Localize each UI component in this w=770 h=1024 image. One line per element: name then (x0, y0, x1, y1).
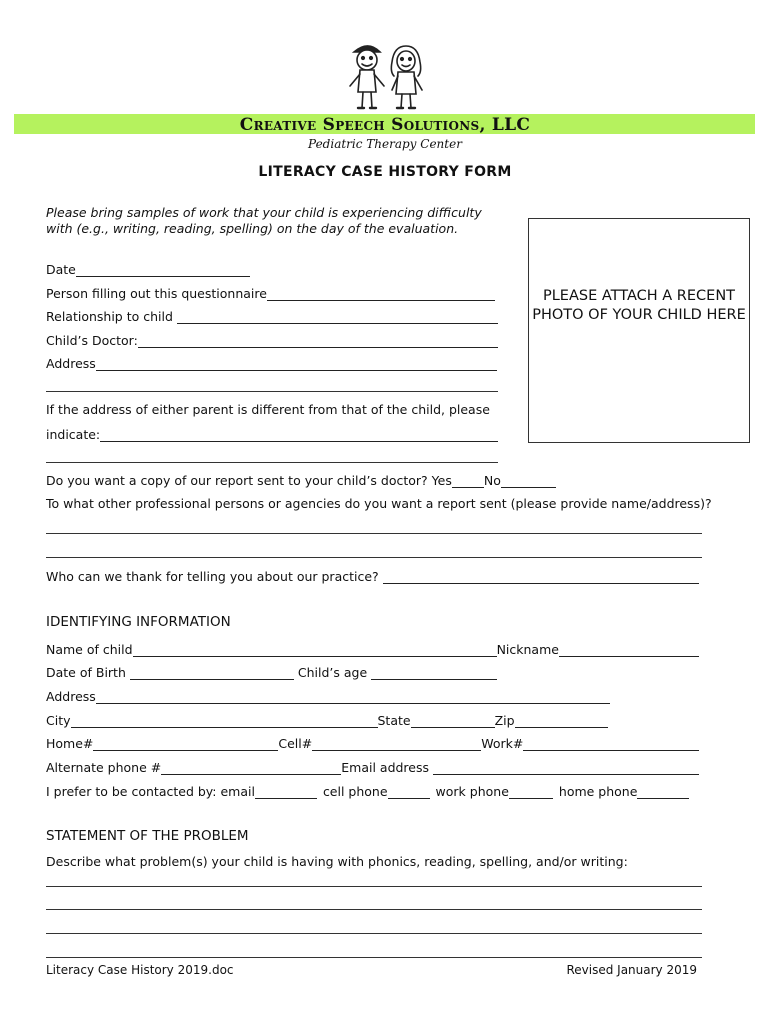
city-row (46, 710, 608, 728)
address-row (46, 353, 497, 371)
footer-filename: Literacy Case History 2019.doc (46, 963, 234, 977)
city-label: City (46, 713, 71, 728)
contact-pref-label: I prefer to be contacted by: email (46, 784, 255, 799)
parent-address-label: indicate: (46, 427, 101, 442)
contact-cell-label: cell phone (322, 784, 388, 799)
doctor-field[interactable] (138, 334, 498, 348)
address-field-line2[interactable] (46, 391, 498, 392)
copy-report-row (46, 470, 556, 488)
company-subtitle: Pediatric Therapy Center (308, 137, 462, 151)
thank-question: Who can we thank for telling you about our practice? (46, 569, 379, 584)
nickname-field[interactable] (559, 643, 699, 657)
date-field[interactable] (76, 263, 250, 277)
thank-field[interactable] (383, 570, 699, 584)
relationship-row (46, 306, 498, 324)
dob-label: Date of Birth (46, 665, 126, 680)
doctor-row (46, 330, 498, 348)
footer-revision: Revised January 2019 (566, 963, 697, 977)
zip-field[interactable] (515, 714, 608, 728)
date-label: Date (46, 262, 76, 277)
cell-phone-label: Cell# (278, 736, 313, 751)
contact-work-label: work phone (435, 784, 509, 799)
work-phone-field[interactable] (523, 737, 699, 751)
form-title: LITERACY CASE HISTORY FORM (258, 164, 512, 180)
alt-phone-row (46, 757, 699, 775)
phones-row (46, 733, 699, 751)
address-label: Address (46, 356, 96, 371)
other-professionals-question: To what other professional persons or agencies do you want a report sent (please provide name/address)? (46, 496, 712, 511)
home-phone-field[interactable] (93, 737, 278, 751)
copy-report-question: Do you want a copy of our report sent to your child’s doctor? Yes (46, 473, 452, 488)
doctor-label: Child’s Doctor: (46, 333, 138, 348)
age-field[interactable] (371, 666, 497, 680)
problem-field-line3[interactable] (46, 933, 702, 934)
work-phone-label: Work# (481, 736, 524, 751)
parent-address-field[interactable] (100, 428, 498, 442)
parent-address-field-line2[interactable] (46, 462, 498, 463)
contact-home-label: home phone (558, 784, 638, 799)
contact-work-field[interactable] (509, 785, 553, 799)
problem-heading: STATEMENT OF THE PROBLEM (46, 828, 249, 844)
relationship-label: Relationship to child (46, 309, 173, 324)
identifying-heading: IDENTIFYING INFORMATION (46, 614, 231, 630)
problem-field-line4[interactable] (46, 957, 702, 958)
child-name-label: Name of child (46, 642, 133, 657)
child-address-label: Address (46, 689, 96, 704)
child-address-row (46, 686, 610, 704)
nickname-label: Nickname (496, 642, 559, 657)
state-field[interactable] (411, 714, 495, 728)
problem-field-line2[interactable] (46, 909, 702, 910)
contact-cell-field[interactable] (388, 785, 430, 799)
copy-no-label: No (483, 473, 501, 488)
copy-no-field[interactable] (501, 474, 556, 488)
home-phone-label: Home# (46, 736, 94, 751)
contact-home-field[interactable] (637, 785, 689, 799)
state-label: State (377, 713, 411, 728)
child-address-field[interactable] (96, 690, 610, 704)
person-field[interactable] (267, 287, 495, 301)
alt-phone-field[interactable] (161, 761, 341, 775)
other-professionals-field-line2[interactable] (46, 557, 702, 558)
alt-phone-label: Alternate phone # (46, 760, 162, 775)
person-label: Person filling out this questionnaire (46, 286, 267, 301)
person-row (46, 283, 495, 301)
dob-field[interactable] (130, 666, 294, 680)
cell-phone-field[interactable] (312, 737, 481, 751)
intro-instructions: Please bring samples of work that your child is experiencing difficulty with (e.g., writing, reading, spelling) on the day of the evaluation. (46, 205, 482, 236)
age-label: Child’s age (297, 665, 368, 680)
photo-attach-box (528, 218, 750, 443)
contact-pref-row (46, 781, 689, 799)
child-name-row (46, 639, 699, 657)
contact-email-field[interactable] (255, 785, 317, 799)
email-address-field[interactable] (433, 761, 699, 775)
problem-question: Describe what problem(s) your child is having with phonics, reading, spelling, and/or writing: (46, 854, 628, 869)
parent-address-row (46, 424, 498, 442)
city-field[interactable] (71, 714, 378, 728)
relationship-field[interactable] (177, 310, 498, 324)
other-professionals-field-line1[interactable] (46, 533, 702, 534)
email-address-label: Email address (341, 760, 430, 775)
copy-yes-field[interactable] (452, 474, 484, 488)
company-name: Creative Speech Solutions, LLC (239, 115, 531, 135)
date-row (46, 259, 250, 277)
dob-row (46, 662, 497, 680)
photo-box-text: PLEASE ATTACH A RECENT PHOTO OF YOUR CHILD HERE (532, 288, 746, 323)
problem-field-line1[interactable] (46, 886, 702, 887)
zip-label: Zip (494, 713, 515, 728)
thank-row (46, 566, 699, 584)
address-field[interactable] (96, 357, 497, 371)
two-children-cartoon-icon (340, 42, 432, 114)
child-name-field[interactable] (133, 643, 497, 657)
parent-address-question: If the address of either parent is different from that of the child, please (46, 402, 490, 417)
